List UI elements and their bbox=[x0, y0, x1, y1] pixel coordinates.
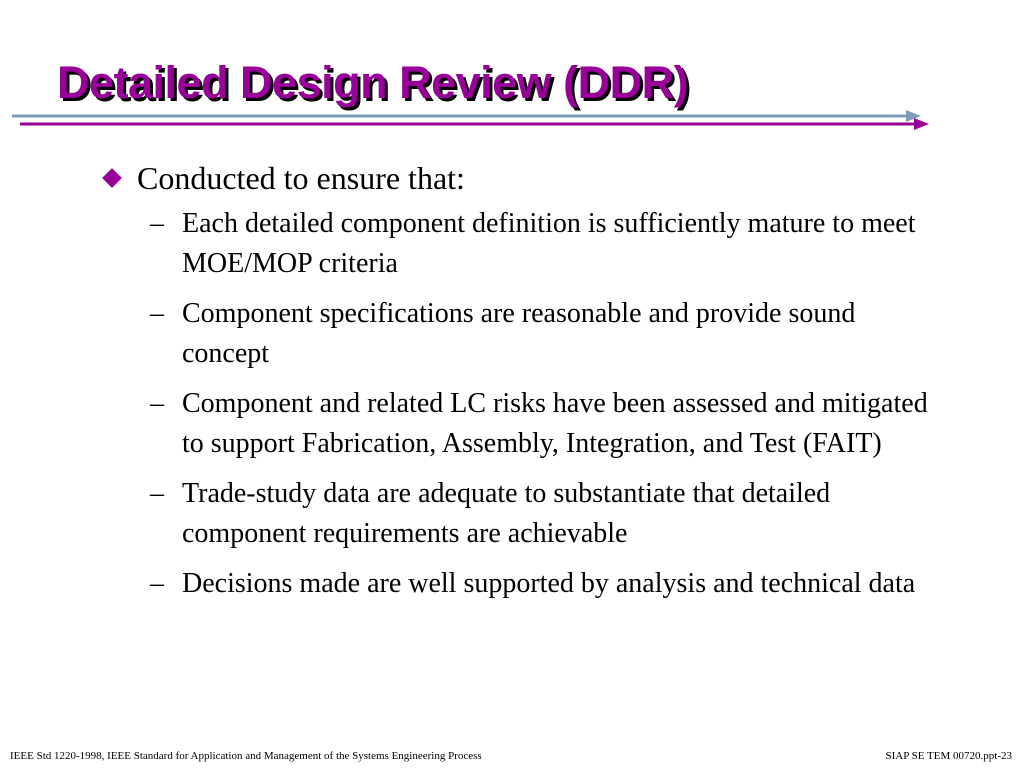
sub-bullet-text: Component specifications are reasonable and provide sound concept bbox=[182, 298, 856, 369]
dash-bullet: – bbox=[150, 568, 164, 599]
sub-bullet-text: Decisions made are well supported by analysis and technical data bbox=[182, 568, 916, 599]
sub-bullet-list bbox=[102, 204, 982, 604]
sub-bullet bbox=[102, 204, 942, 284]
dash-bullet: – bbox=[150, 208, 164, 239]
dash-bullet: – bbox=[150, 388, 164, 419]
sub-bullet-text: Each detailed component definition is sufficiently mature to meet MOE/MOP criteria bbox=[182, 208, 916, 279]
slide-body bbox=[102, 158, 982, 614]
sub-bullet bbox=[102, 564, 942, 604]
main-bullet bbox=[102, 158, 982, 198]
sub-bullet bbox=[102, 294, 942, 374]
diamond-bullet-icon bbox=[102, 168, 122, 188]
sub-bullet-text: Trade-study data are adequate to substantiate that detailed component requirements are achievable bbox=[182, 478, 831, 549]
sub-bullet bbox=[102, 474, 942, 554]
footer-page-id: SIAP SE TEM 00720.ppt-23 bbox=[885, 750, 1012, 762]
sub-bullet-text: Component and related LC risks have been assessed and mitigated to support Fabrication, Assembly, Integration, and Test (FAIT) bbox=[182, 388, 928, 459]
main-bullet-text: Conducted to ensure that: bbox=[137, 160, 465, 196]
sub-bullet bbox=[102, 384, 942, 464]
dash-bullet: – bbox=[150, 298, 164, 329]
dash-bullet: – bbox=[150, 478, 164, 509]
footer-source: IEEE Std 1220-1998, IEEE Standard for Application and Management of the Systems Engineering Process bbox=[10, 750, 482, 762]
title-underline-arrows-icon bbox=[0, 104, 1024, 144]
slide-title: Detailed Design Review (DDR) bbox=[57, 57, 689, 108]
